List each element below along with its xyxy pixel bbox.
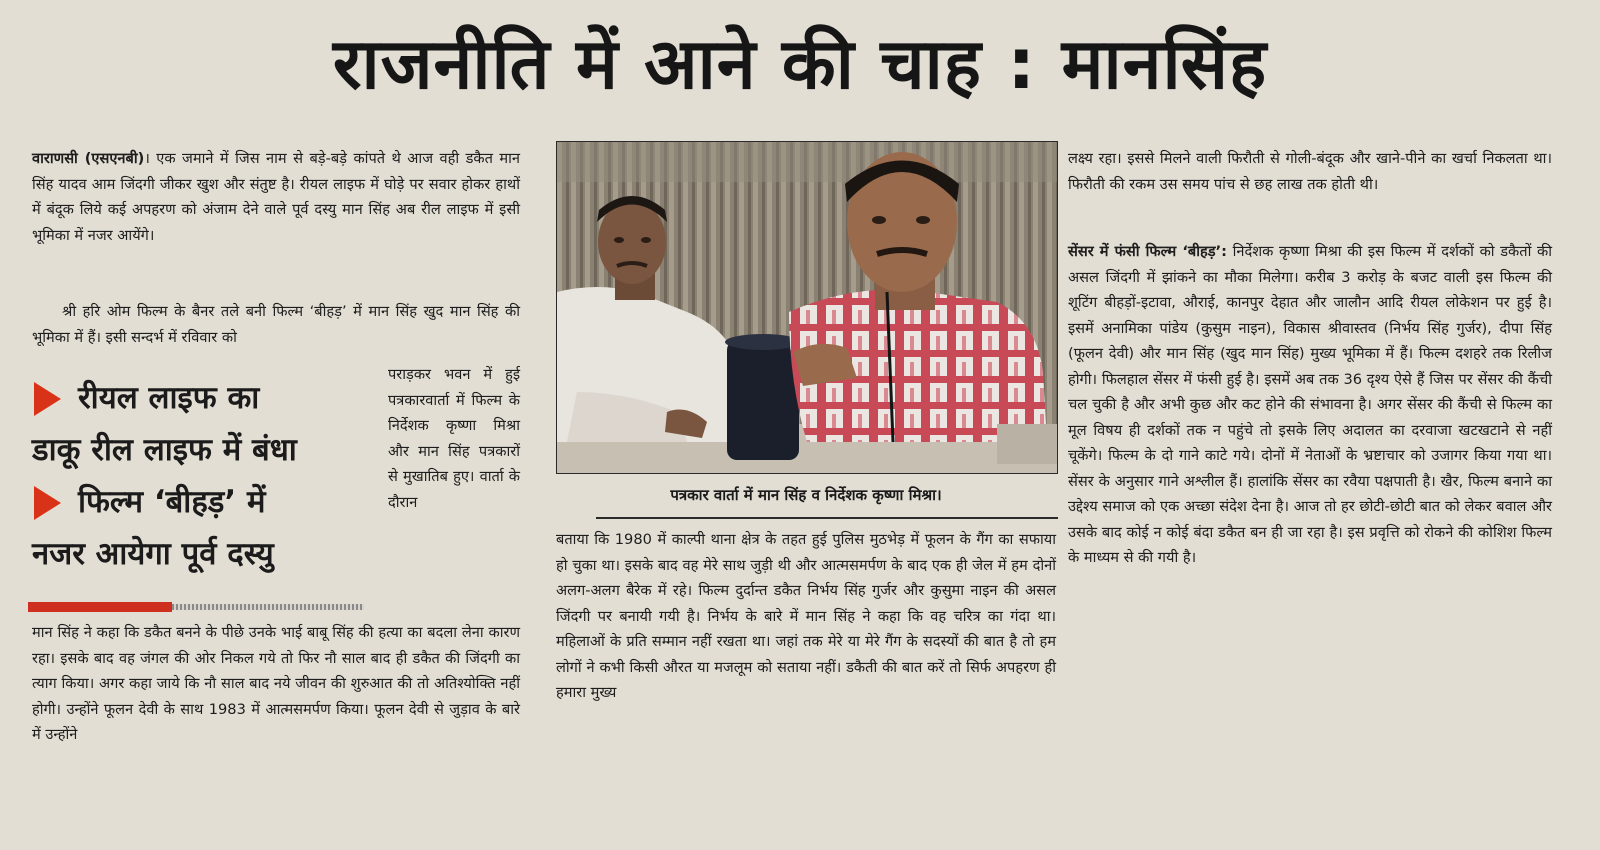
photo-caption: पत्रकार वार्ता में मान सिंह व निर्देशक कृष्णा मिश्रा। <box>670 486 942 504</box>
column1-narrow-paragraph: पराड़कर भवन में हुई पत्रकारवार्ता में फिल्म के निर्देशक कृष्णा मिश्रा और मान सिंह पत्रकारों से मुखातिब हुए। वार्ता के दौरान <box>388 366 520 511</box>
pull-quote-line-4: नजर आयेगा पूर्व दस्यु <box>32 536 274 572</box>
column3-paragraph-2 <box>1068 239 1552 571</box>
pull-quote-line-2: डाकू रील लाइफ में बंधा <box>32 432 297 468</box>
lead-text: । एक जमाने में जिस नाम से बड़े-बड़े कांपते थे आज वही डकैत मान सिंह यादव आम जिंदगी जीकर खुश और संतुष्ट है। रीयल लाइफ में घोड़े पर सवार होकर हाथों में बंदूक लिये कई अपहरण को अंजाम देने वाले पूर्व दस्यु मान सिंह अब रील लाइफ में इसी भूमिका में नजर आयेंगे। <box>32 150 520 244</box>
caption-rule <box>596 517 1058 519</box>
decorative-dotted-rule <box>172 604 364 610</box>
column3-subheading: सेंसर में फंसी फिल्म ‘बीहड़’: <box>1068 243 1227 260</box>
column1-lead-paragraph <box>32 146 520 248</box>
pull-quote-line-3: फिल्म ‘बीहड़’ में <box>78 484 266 520</box>
column3-body-text: निर्देशक कृष्णा मिश्रा की इस फिल्म में दर्शकों को डकैतों की असल जिंदगी में झांकने का मौका मिलेगा। करीब 3 करोड़ के बजट वाली इस फिल्म की शूटिंग बीहड़ों-इटावा, औराई, कानपुर देहात और जालौन आदि रीयल लोकेशन पर हुई है। इसमें अनामिका पांडेय (कुसुम नाइन), विकास श्रीवास्तव (निर्भय सिंह गुर्जर), दीपा सिंह (फूलन देवी) और मान सिंह (खुद मान सिंह) मुख्य भूमिका में हैं। फिल्म दशहरे तक रिलीज होगी। फिलहाल सेंसर में फंसी हुई है। इसमें अब तक 36 दृश्य ऐसे हैं जिस पर सेंसर की कैंची चल चुकी है और अभी कुछ और कट होने की संभावना है। अगर सेंसर की कैंची से फिल्म का मूल विषय ही दर्शकों तक न पहुंचे तो इसके लिए अदालत का दरवाजा खटखटाने से नहीं चूकेंगे। फिल्म के दो गाने काटे गये। दोनों में नेताओं के भ्रष्टाचार को उजागर किया गया था। सेंसर के अनुसार गाने अश्लील हैं। हालांकि सेंसर का रवैया पक्षपाती है। खैर, फिल्म बनाने का उद्देश्य समाज को एक अच्छा संदेश देना है। आज तो हर छोटी-छोटी बात को लेकर बवाल और उसके बाद कोई न कोई बंदा डकैत बन ही जा रहा है। इस प्रवृत्ति को रोकने की कोशिश फिल्म के माध्यम से की गयी है। <box>1068 243 1553 566</box>
pull-quote-arrow-icon <box>34 382 61 416</box>
press-conference-photo <box>556 141 1058 474</box>
pull-quote-arrow-icon <box>34 486 61 520</box>
pull-quote-line-1: रीयल लाइफ का <box>78 380 260 416</box>
decorative-red-rule <box>28 602 172 612</box>
column1-bottom-paragraph: मान सिंह ने कहा कि डकैत बनने के पीछे उनके भाई बाबू सिंह की हत्या का बदला लेना कारण रहा। इसके बाद वह जंगल की ओर निकल गये तो फिर नौ साल बाद ही डकैत की जिंदगी का त्याग किया। अगर कहा जाये कि नौ साल बाद नये जीवन की शुरुआत की तो अतिश्योक्ति नहीं होगी। उन्होंने फूलन देवी के साथ 1983 में आत्मसमर्पण किया। फूलन देवी से जुड़ाव के बारे में उन्होंने <box>32 624 520 743</box>
column2-paragraph: बताया कि 1980 में काल्पी थाना क्षेत्र के तहत हुई पुलिस मुठभेड़ में फूलन के गैंग का सफाया हो चुका था। इसके बाद वह मेरे साथ जुड़ी थी और आत्मसमर्पण के बाद एक ही जेल में हम दोनों अलग-अलग बैरेक में रहे। फिल्म दुर्दान्त डकैत निर्भय सिंह गुर्जर और कुसुमा नाइन की असल जिंदगी पर बनायी गयी है। निर्भय के बारे में मान सिंह ने कहा कि वह चरित्र का गंदा था। महिलाओं के प्रति सम्मान नहीं रखता था। जहां तक मेरे या मेरे गैंग के सदस्यों की बात है तो हम लोगों ने कभी किसी औरत या मजलूम को सताया नहीं। डकैती की बात करें तो सिर्फ अपहरण ही हमारा मुख्य <box>556 531 1056 701</box>
pull-quote <box>28 368 388 588</box>
column1-paragraph-2: श्री हरि ओम फिल्म के बैनर तले बनी फिल्म ‘बीहड़’ में मान सिंह खुद मान सिंह की भूमिका में हैं। इसी सन्दर्भ में रविवार को <box>32 303 520 346</box>
dateline: वाराणसी (एसएनबी) <box>32 150 145 167</box>
headline: राजनीति में आने की चाह : मानसिंह <box>332 23 1268 105</box>
column3-paragraph-1: लक्ष्य रहा। इससे मिलने वाली फिरौती से गोली-बंदूक और खाने-पीने का खर्चा निकलता था। फिरौती की रकम उस समय पांच से छह लाख तक होती थी। <box>1068 150 1552 193</box>
